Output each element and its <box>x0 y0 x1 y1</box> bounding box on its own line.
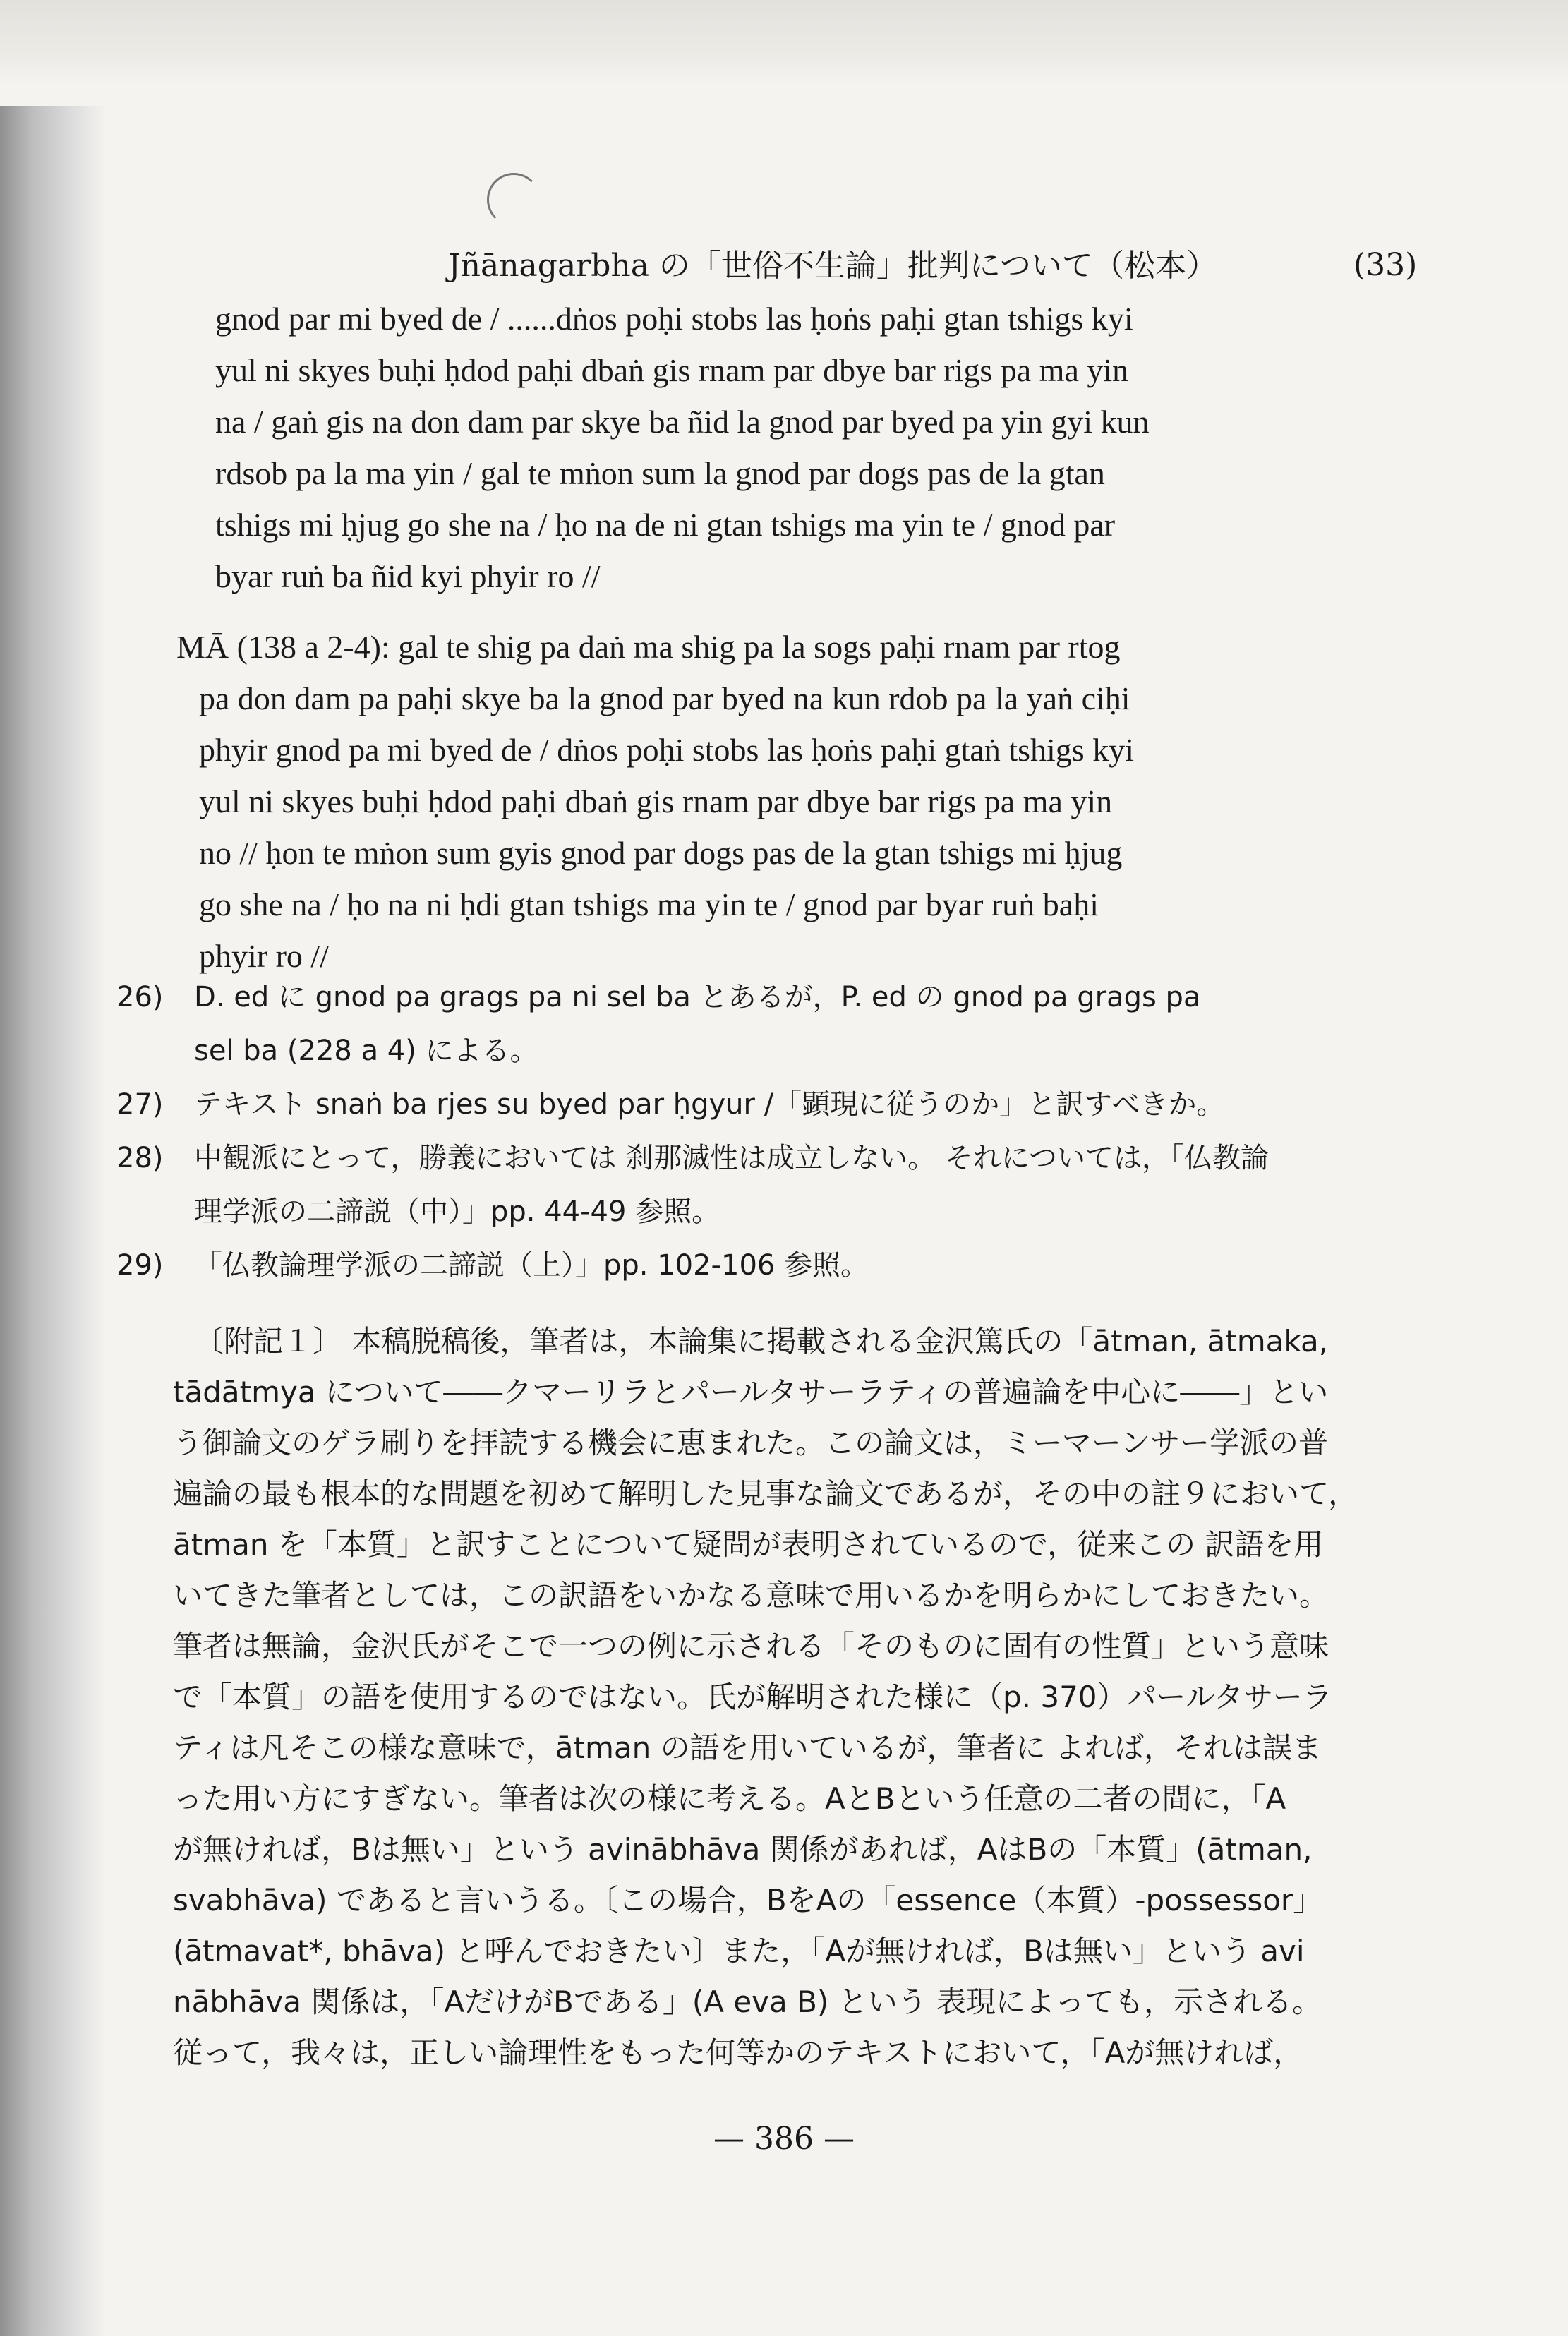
footnote-29 <box>116 1239 1269 1292</box>
text-line: no // ḥon te mṅon sum gyis gnod par dogs pas de la gtan tshigs mi ḥjug <box>199 835 1123 871</box>
scan-binding-shadow <box>0 106 106 2336</box>
page-number-top: (33) <box>1353 247 1418 283</box>
text-line: svabhāva) であると言いうる。〔この場合，BをAの「essence（本質）-possessor」 <box>173 1883 1323 1917</box>
text-line: pa don dam pa paḥi skye ba la gnod par byed na kun rdob pa la yaṅ ciḥi <box>199 680 1130 716</box>
footnote-text: 中観派にとって，勝義においては 刹那滅性は成立しない。 それについては，「仏教論 <box>194 1142 1270 1174</box>
text-line: yul ni skyes buḥi ḥdod paḥi dbaṅ gis rnam par dbye bar rigs pa ma yin <box>199 783 1113 819</box>
text-line: gnod par mi byed de / ......dṅos poḥi stobs las ḥoṅs paḥi gtan tshigs kyi <box>215 301 1133 337</box>
text-line: (ātmavat*, bhāva) と呼んでおきたい〕また，「Aが無ければ，Bは無い」という avi <box>173 1934 1305 1968</box>
text-line: phyir gnod pa mi byed de / dṅos poḥi stobs las ḥoṅs paḥi gtaṅ tshigs kyi <box>199 732 1134 768</box>
footnote-number: 26) <box>116 981 164 1013</box>
text-line: tshigs mi ḥjug go she na / ḥo na de ni gtan tshigs ma yin te / gnod par <box>215 507 1116 543</box>
tibetan-quote-1 <box>215 293 1150 602</box>
tibetan-quote-2-heading: MĀ (138 a 2-4): gal te shig pa daṅ ma shig pa la sogs paḥi rnam par rtog <box>176 629 1121 665</box>
text-line: 従って，我々は，正しい論理性をもった何等かのテキストにおいて，「Aが無ければ， <box>173 2035 1303 2070</box>
text-line: ティは凡そこの様な意味で，ātman の語を用いているが，筆者に よれば，それは誤ま <box>173 1730 1322 1765</box>
text-line: yul ni skyes buḥi ḥdod paḥi dbaṅ gis rnam par dbye bar rigs pa ma yin <box>215 352 1129 388</box>
pencil-mark <box>487 173 541 227</box>
text-line: 〔附記１〕 本稿脱稿後，筆者は，本論集に掲載される金沢篤氏の「ātman, ātmaka, <box>194 1324 1329 1359</box>
footnote-27 <box>116 1078 1269 1131</box>
text-line: byar ruṅ ba ñid kyi phyir ro // <box>215 558 601 594</box>
text-line: tādātmya について――クマーリラとパールタサーラティの普遍論を中心に――」とい <box>173 1375 1329 1409</box>
scan-top-edge <box>0 0 1568 85</box>
footnote-number: 28) <box>116 1142 164 1174</box>
footnotes <box>116 970 1269 1292</box>
running-title: Jñānagarbha の「世俗不生論」批判について（松本） <box>448 248 1218 284</box>
text-line: で「本質」の語を使用するのではない。氏が解明された様に（p. 370）パールタサーラ <box>173 1680 1333 1714</box>
footnote-text: 「仏教論理学派の二諦説（上）」pp. 102-106 参照。 <box>194 1249 869 1282</box>
text-line: う御論文のゲラ刷りを拝読する機会に恵まれた。この論文は，ミーマーンサー学派の普 <box>173 1426 1329 1460</box>
tibetan-quote-2 <box>199 673 1134 982</box>
text-line: na / gaṅ gis na don dam par skye ba ñid la gnod par byed pa yin gyi kun <box>215 404 1150 440</box>
footnote-26 <box>116 970 1269 1024</box>
footnote-text: sel ba (228 a 4) による。 <box>194 1035 538 1067</box>
text-line: 筆者は無論，金沢氏がそこで一つの例に示される「そのものに固有の性質」という意味 <box>173 1629 1329 1663</box>
text-line: nābhāva 関係は，「AだけがBである」(A eva B) という 表現によっても，示される。 <box>173 1985 1322 2019</box>
page-header <box>0 240 1568 296</box>
footnote-number: 27) <box>116 1088 164 1121</box>
text-line: go she na / ḥo na ni ḥdi gtan tshigs ma yin te / gnod par byar ruṅ baḥi <box>199 886 1099 922</box>
footnote-text: 理学派の二諦説（中）」pp. 44-49 参照。 <box>194 1196 720 1228</box>
footnote-28 <box>116 1131 1269 1185</box>
text-line: ātman を「本質」と訳すことについて疑問が表明されているので，従来この 訳語を用 <box>173 1527 1324 1562</box>
addendum-1 <box>173 1316 1415 2078</box>
footnote-number: 29) <box>116 1249 164 1282</box>
text-line: った用い方にすぎない。筆者は次の様に考える。AとBという任意の二者の間に，「A <box>173 1781 1286 1816</box>
page-number-footer: — 386 — <box>713 2121 855 2157</box>
text-line: rdsob pa la ma yin / gal te mṅon sum la gnod par dogs pas de la gtan <box>215 455 1105 491</box>
text-line: phyir ro // <box>199 938 329 974</box>
text-line: が無ければ，Bは無い」という avinābhāva 関係があれば，AはBの「本質」(ātman, <box>173 1832 1313 1867</box>
text-line: 遍論の最も根本的な問題を初めて解明した見事な論文であるが，その中の註９において， <box>173 1476 1358 1511</box>
footnote-text: テキスト snaṅ ba rjes su byed par ḥgyur /「顕現に従うのか」と訳すべきか。 <box>194 1088 1225 1121</box>
text-line: いてきた筆者としては，この訳語をいかなる意味で用いるかを明らかにしておきたい。 <box>173 1578 1329 1613</box>
footnote-text: D. ed に gnod pa grags pa ni sel ba とあるが，P. ed の gnod pa grags pa <box>194 981 1201 1013</box>
